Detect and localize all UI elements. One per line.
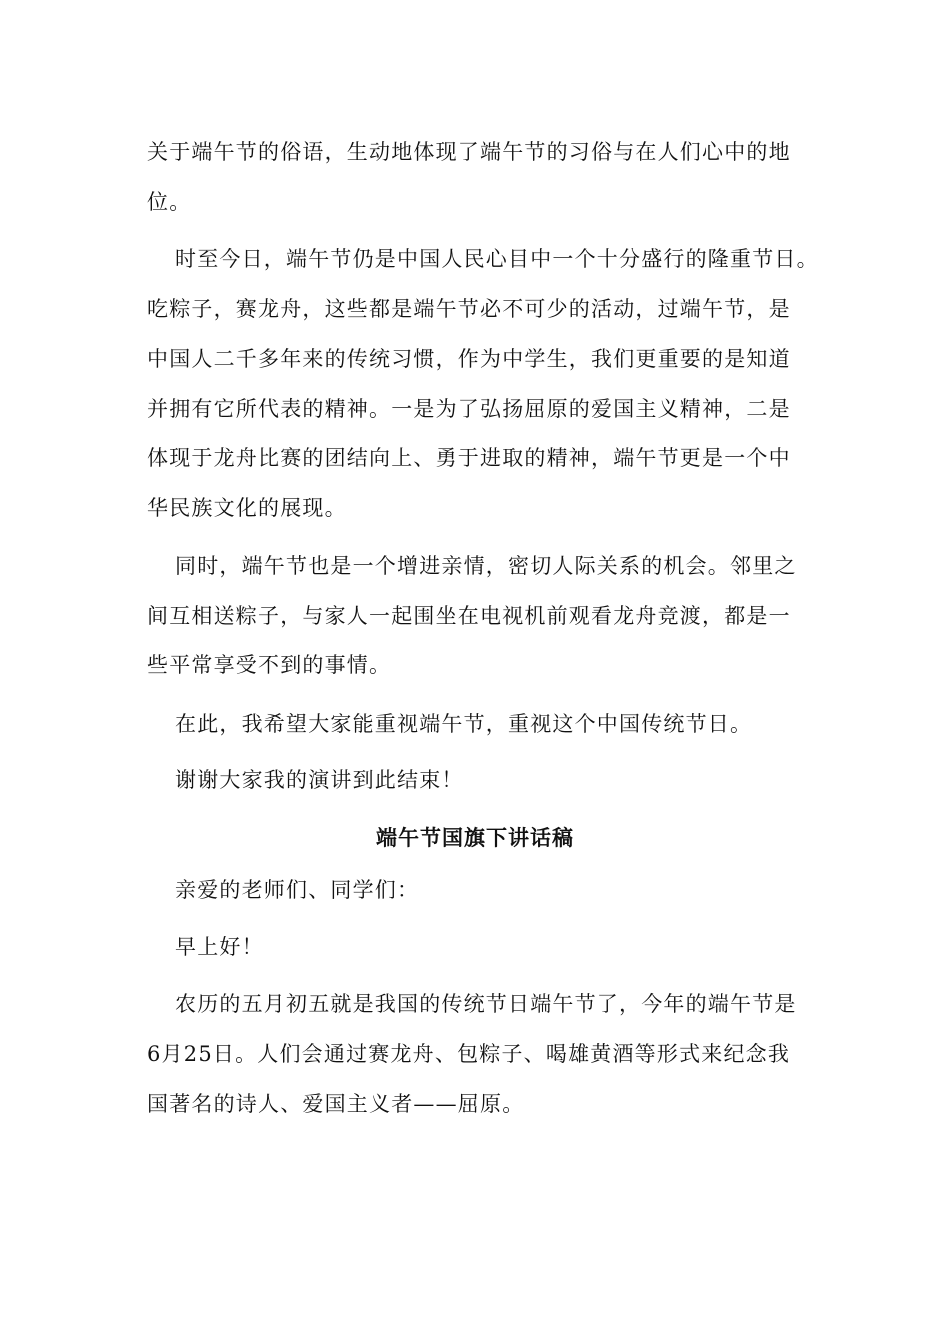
paragraph-line: 吃粽子，赛龙舟，这些都是端午节必不可少的活动，过端午节，是 xyxy=(147,297,791,321)
paragraph-line: 华民族文化的展现。 xyxy=(147,496,347,520)
section-heading: 端午节国旗下讲话稿 xyxy=(376,825,574,850)
greeting-line: 亲爱的老师们、同学们： xyxy=(175,878,420,902)
paragraph-line: 在此，我希望大家能重视端午节，重视这个中国传统节日。 xyxy=(175,712,753,736)
paragraph-line: 些平常享受不到的事情。 xyxy=(147,653,392,677)
paragraph-line: 中国人二千多年来的传统习惯，作为中学生，我们更重要的是知道 xyxy=(147,347,791,371)
paragraph-line: 国著名的诗人、爱国主义者——屈原。 xyxy=(147,1092,525,1116)
paragraph-line: 并拥有它所代表的精神。一是为了弘扬屈原的爱国主义精神，二是 xyxy=(147,397,791,421)
paragraph-line: 谢谢大家我的演讲到此结束！ xyxy=(175,768,464,792)
paragraph-line: 位。 xyxy=(147,190,192,214)
paragraph-line: 农历的五月初五就是我国的传统节日端午节了，今年的端午节是 xyxy=(175,992,797,1016)
paragraph-line: 6月25日。人们会通过赛龙舟、包粽子、喝雄黄酒等形式来纪念我 xyxy=(147,1042,791,1066)
paragraph-line: 同时，端午节也是一个增进亲情，密切人际关系的机会。邻里之 xyxy=(175,554,797,578)
paragraph-line: 时至今日，端午节仍是中国人民心目中一个十分盛行的隆重节日。 xyxy=(175,247,819,271)
greeting-line: 早上好！ xyxy=(175,935,264,959)
paragraph-line: 体现于龙舟比赛的团结向上、勇于进取的精神，端午节更是一个中 xyxy=(147,446,791,470)
paragraph-line: 关于端午节的俗语，生动地体现了端午节的习俗与在人们心中的地 xyxy=(147,140,791,164)
paragraph-line: 间互相送粽子，与家人一起围坐在电视机前观看龙舟竞渡，都是一 xyxy=(147,604,791,628)
